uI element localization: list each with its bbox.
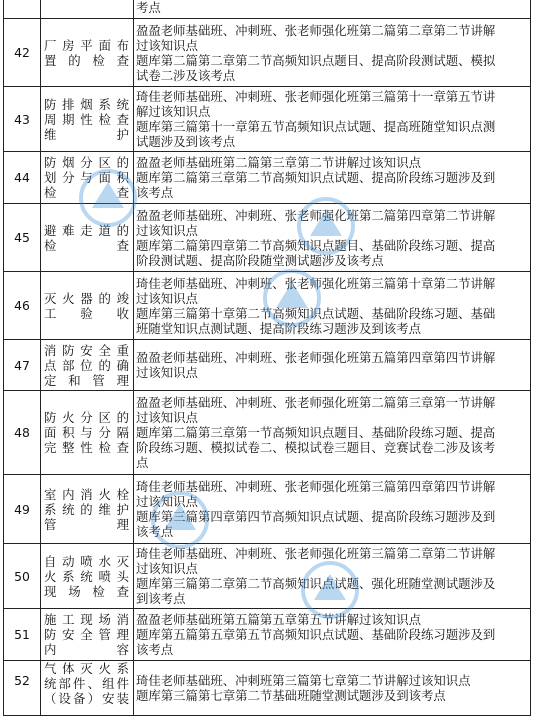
content-cell bbox=[134, 152, 531, 204]
content-line: 过该知识点 bbox=[136, 561, 198, 576]
content-cell bbox=[134, 544, 531, 609]
topic-line: 室内消火栓 bbox=[44, 486, 130, 502]
content-cell bbox=[134, 272, 531, 340]
table-row bbox=[4, 544, 531, 609]
topic-cell bbox=[41, 475, 134, 544]
content-line: 琦佳老师基础班、冲刺班第三篇第七章第二节讲解过该知识点 bbox=[136, 673, 471, 688]
content-line: 该考点 bbox=[136, 642, 174, 657]
topic-line: 完整性检查 bbox=[44, 440, 130, 455]
content-line: 琦佳老师基础班、冲刺班、张老师强化班第三篇第四章第四节讲解 bbox=[136, 479, 496, 494]
content-line: 过该知识点 bbox=[136, 37, 198, 53]
content-line: 过该知识点 bbox=[136, 365, 198, 380]
content-line: 盈盈老师基础班、冲刺班、张老师强化班第二篇第四章第二节讲解 bbox=[136, 207, 496, 223]
topic-cell bbox=[41, 272, 134, 340]
content-line: 题库第三篇第十章第二节高频知识点试题、基础阶段练习题、基础 bbox=[136, 305, 496, 321]
table-row bbox=[4, 391, 531, 475]
content-cell bbox=[134, 475, 531, 544]
content-line: 阶段练习题、模拟试卷二、模拟试卷三题目、竞赛试卷二涉及该考 bbox=[136, 440, 496, 455]
content-cell bbox=[134, 609, 531, 661]
content-line: 题库第三篇第十一章第五节高频知识点试题、提高班随堂知识点测 bbox=[136, 119, 496, 134]
content-line: 过该知识点 bbox=[136, 290, 198, 306]
content-line: 试卷二涉及该考点 bbox=[136, 67, 236, 83]
topic-cell bbox=[41, 391, 134, 475]
row-number: 47 bbox=[4, 340, 41, 391]
topic-line: 避难走道的 bbox=[44, 222, 130, 238]
content-line: 题库第二篇第三章第一节高频知识点题目、基础阶段练习题、提高 bbox=[136, 425, 496, 440]
content-line: 该考点 bbox=[136, 185, 174, 200]
row-number: 51 bbox=[4, 609, 41, 661]
table-row bbox=[4, 0, 531, 19]
content-line: 盈盈老师基础班第五篇第五章第五节讲解过该知识点 bbox=[136, 612, 421, 627]
content-line: 过该知识点 bbox=[136, 410, 198, 425]
table-row bbox=[4, 87, 531, 152]
topic-line: 周期性检查 bbox=[44, 111, 130, 127]
row-number: 52 bbox=[4, 661, 41, 716]
topic-cell bbox=[41, 0, 134, 19]
content-line: 过该知识点 bbox=[136, 222, 198, 238]
table-row bbox=[4, 661, 531, 716]
table-row bbox=[4, 152, 531, 204]
topic-line: 工验收 bbox=[44, 305, 130, 321]
table-row bbox=[4, 340, 531, 391]
content-line: 班随堂知识点测试题、提高阶段练习题涉及到该考点 bbox=[136, 320, 421, 336]
content-cell bbox=[134, 391, 531, 475]
topic-line: 面积与分隔 bbox=[44, 425, 130, 440]
content-line: 题库第五篇第五章第五节高频知识点试题、基础阶段练习题涉及到 bbox=[136, 627, 496, 642]
content-line: 琦佳老师基础班、冲刺班、张老师强化班第三篇第二章第二节讲解 bbox=[136, 546, 496, 561]
content-line: 点 bbox=[136, 455, 149, 470]
content-cell bbox=[134, 19, 531, 87]
row-number: 42 bbox=[4, 19, 41, 87]
content-line: 题库第二篇第四章第二节高频知识点题目、基础阶段练习题、提高 bbox=[136, 237, 496, 253]
content-line: 琦佳老师基础班、冲刺班、张老师强化班第三篇第十章第二节讲解 bbox=[136, 275, 496, 291]
topic-line: 点部位的确 bbox=[44, 357, 130, 373]
table-row bbox=[4, 19, 531, 87]
row-number: 44 bbox=[4, 152, 41, 204]
topic-cell bbox=[41, 544, 134, 609]
content-line: 阶段测试题、提高阶段随堂测试题涉及该考点 bbox=[136, 252, 384, 268]
topic-cell bbox=[41, 87, 134, 152]
topic-line: 厂房平面布 bbox=[44, 37, 130, 53]
content-line: 题库第三篇第二章第二节高频知识点试题、强化班随堂测试题涉及 bbox=[136, 576, 496, 591]
row-number: 48 bbox=[4, 391, 41, 475]
table-body bbox=[4, 0, 531, 716]
topic-cell bbox=[41, 19, 134, 87]
row-number: 49 bbox=[4, 475, 41, 544]
topic-line: 检查 bbox=[44, 237, 130, 253]
content-line: 盈盈老师基础班、冲刺班、张老师强化班第二篇第三章第一节讲解 bbox=[136, 395, 496, 410]
content-line: 过该知识点 bbox=[136, 494, 198, 509]
content-line: 题库第二篇第三章第二节高频知识点试题、提高阶段练习题涉及到 bbox=[136, 170, 496, 185]
topic-cell bbox=[41, 609, 134, 661]
row-number: 46 bbox=[4, 272, 41, 340]
topic-cell bbox=[41, 661, 134, 716]
row-number bbox=[4, 0, 41, 19]
topic-line: 定和管理 bbox=[44, 372, 130, 388]
topic-line: 现场检查 bbox=[44, 583, 130, 599]
knowledge-point-table bbox=[3, 0, 531, 716]
content-line: 试题涉及到该考点 bbox=[136, 134, 236, 149]
table-row bbox=[4, 272, 531, 340]
topic-line: 防烟分区的 bbox=[44, 155, 130, 170]
content-line: 题库第三篇第四章第四节高频知识点试题、提高阶段练习题涉及到 bbox=[136, 509, 496, 524]
topic-cell bbox=[41, 340, 134, 391]
content-cell bbox=[134, 340, 531, 391]
content-line: 题库第二篇第二章第二节高频知识点题目、提高阶段测试题、模拟 bbox=[136, 52, 496, 68]
content-line: 盈盈老师基础班第二篇第三章第二节讲解过该知识点 bbox=[136, 155, 421, 170]
content-line: 该考点 bbox=[136, 524, 174, 539]
content-line: 题库第三篇第七章第二节基础班随堂测试题涉及到该考点 bbox=[136, 688, 446, 703]
topic-line: 检查 bbox=[44, 185, 130, 200]
topic-line: 施工现场消 bbox=[44, 612, 130, 627]
content-cell bbox=[134, 0, 531, 19]
topic-line: 防火分区的 bbox=[44, 410, 130, 425]
topic-line: 灭火器的竣 bbox=[44, 290, 130, 306]
row-number: 43 bbox=[4, 87, 41, 152]
table-row bbox=[4, 609, 531, 661]
content-line: 琦佳老师基础班、冲刺班、张老师强化班第三篇第十一章第五节讲 bbox=[136, 89, 496, 104]
topic-line: 火系统喷头 bbox=[44, 568, 130, 584]
topic-line: 统部件、组件 bbox=[44, 676, 130, 691]
topic-line: 气体灭火系 bbox=[44, 661, 130, 676]
content-line: 考点 bbox=[136, 0, 161, 15]
topic-line: 消防安全重 bbox=[44, 342, 130, 358]
content-cell bbox=[134, 204, 531, 272]
topic-line: （设备）安装 bbox=[44, 691, 130, 706]
topic-line: 自动喷水灭 bbox=[44, 553, 130, 569]
content-cell bbox=[134, 87, 531, 152]
topic-line: 管理 bbox=[44, 516, 130, 532]
topic-line: 内容 bbox=[44, 642, 130, 657]
content-line: 盈盈老师基础班、冲刺班、张老师强化班第五篇第四章第四节讲解 bbox=[136, 350, 496, 365]
table-row bbox=[4, 475, 531, 544]
topic-line: 维护 bbox=[44, 126, 130, 142]
topic-cell bbox=[41, 204, 134, 272]
content-line: 到该考点 bbox=[136, 591, 186, 606]
topic-line: 防排烟系统 bbox=[44, 96, 130, 112]
topic-line: 系统的维护 bbox=[44, 501, 130, 517]
row-number: 50 bbox=[4, 544, 41, 609]
topic-line: 防安全管理 bbox=[44, 627, 130, 642]
topic-cell bbox=[41, 152, 134, 204]
content-cell bbox=[134, 661, 531, 716]
table-row bbox=[4, 204, 531, 272]
row-number: 45 bbox=[4, 204, 41, 272]
content-line: 盈盈老师基础班、冲刺班、张老师强化班第二篇第二章第二节讲解 bbox=[136, 22, 496, 38]
content-line: 解过该知识点 bbox=[136, 104, 211, 119]
topic-line: 置的检查 bbox=[44, 52, 130, 68]
topic-line: 划分与面积 bbox=[44, 170, 130, 185]
